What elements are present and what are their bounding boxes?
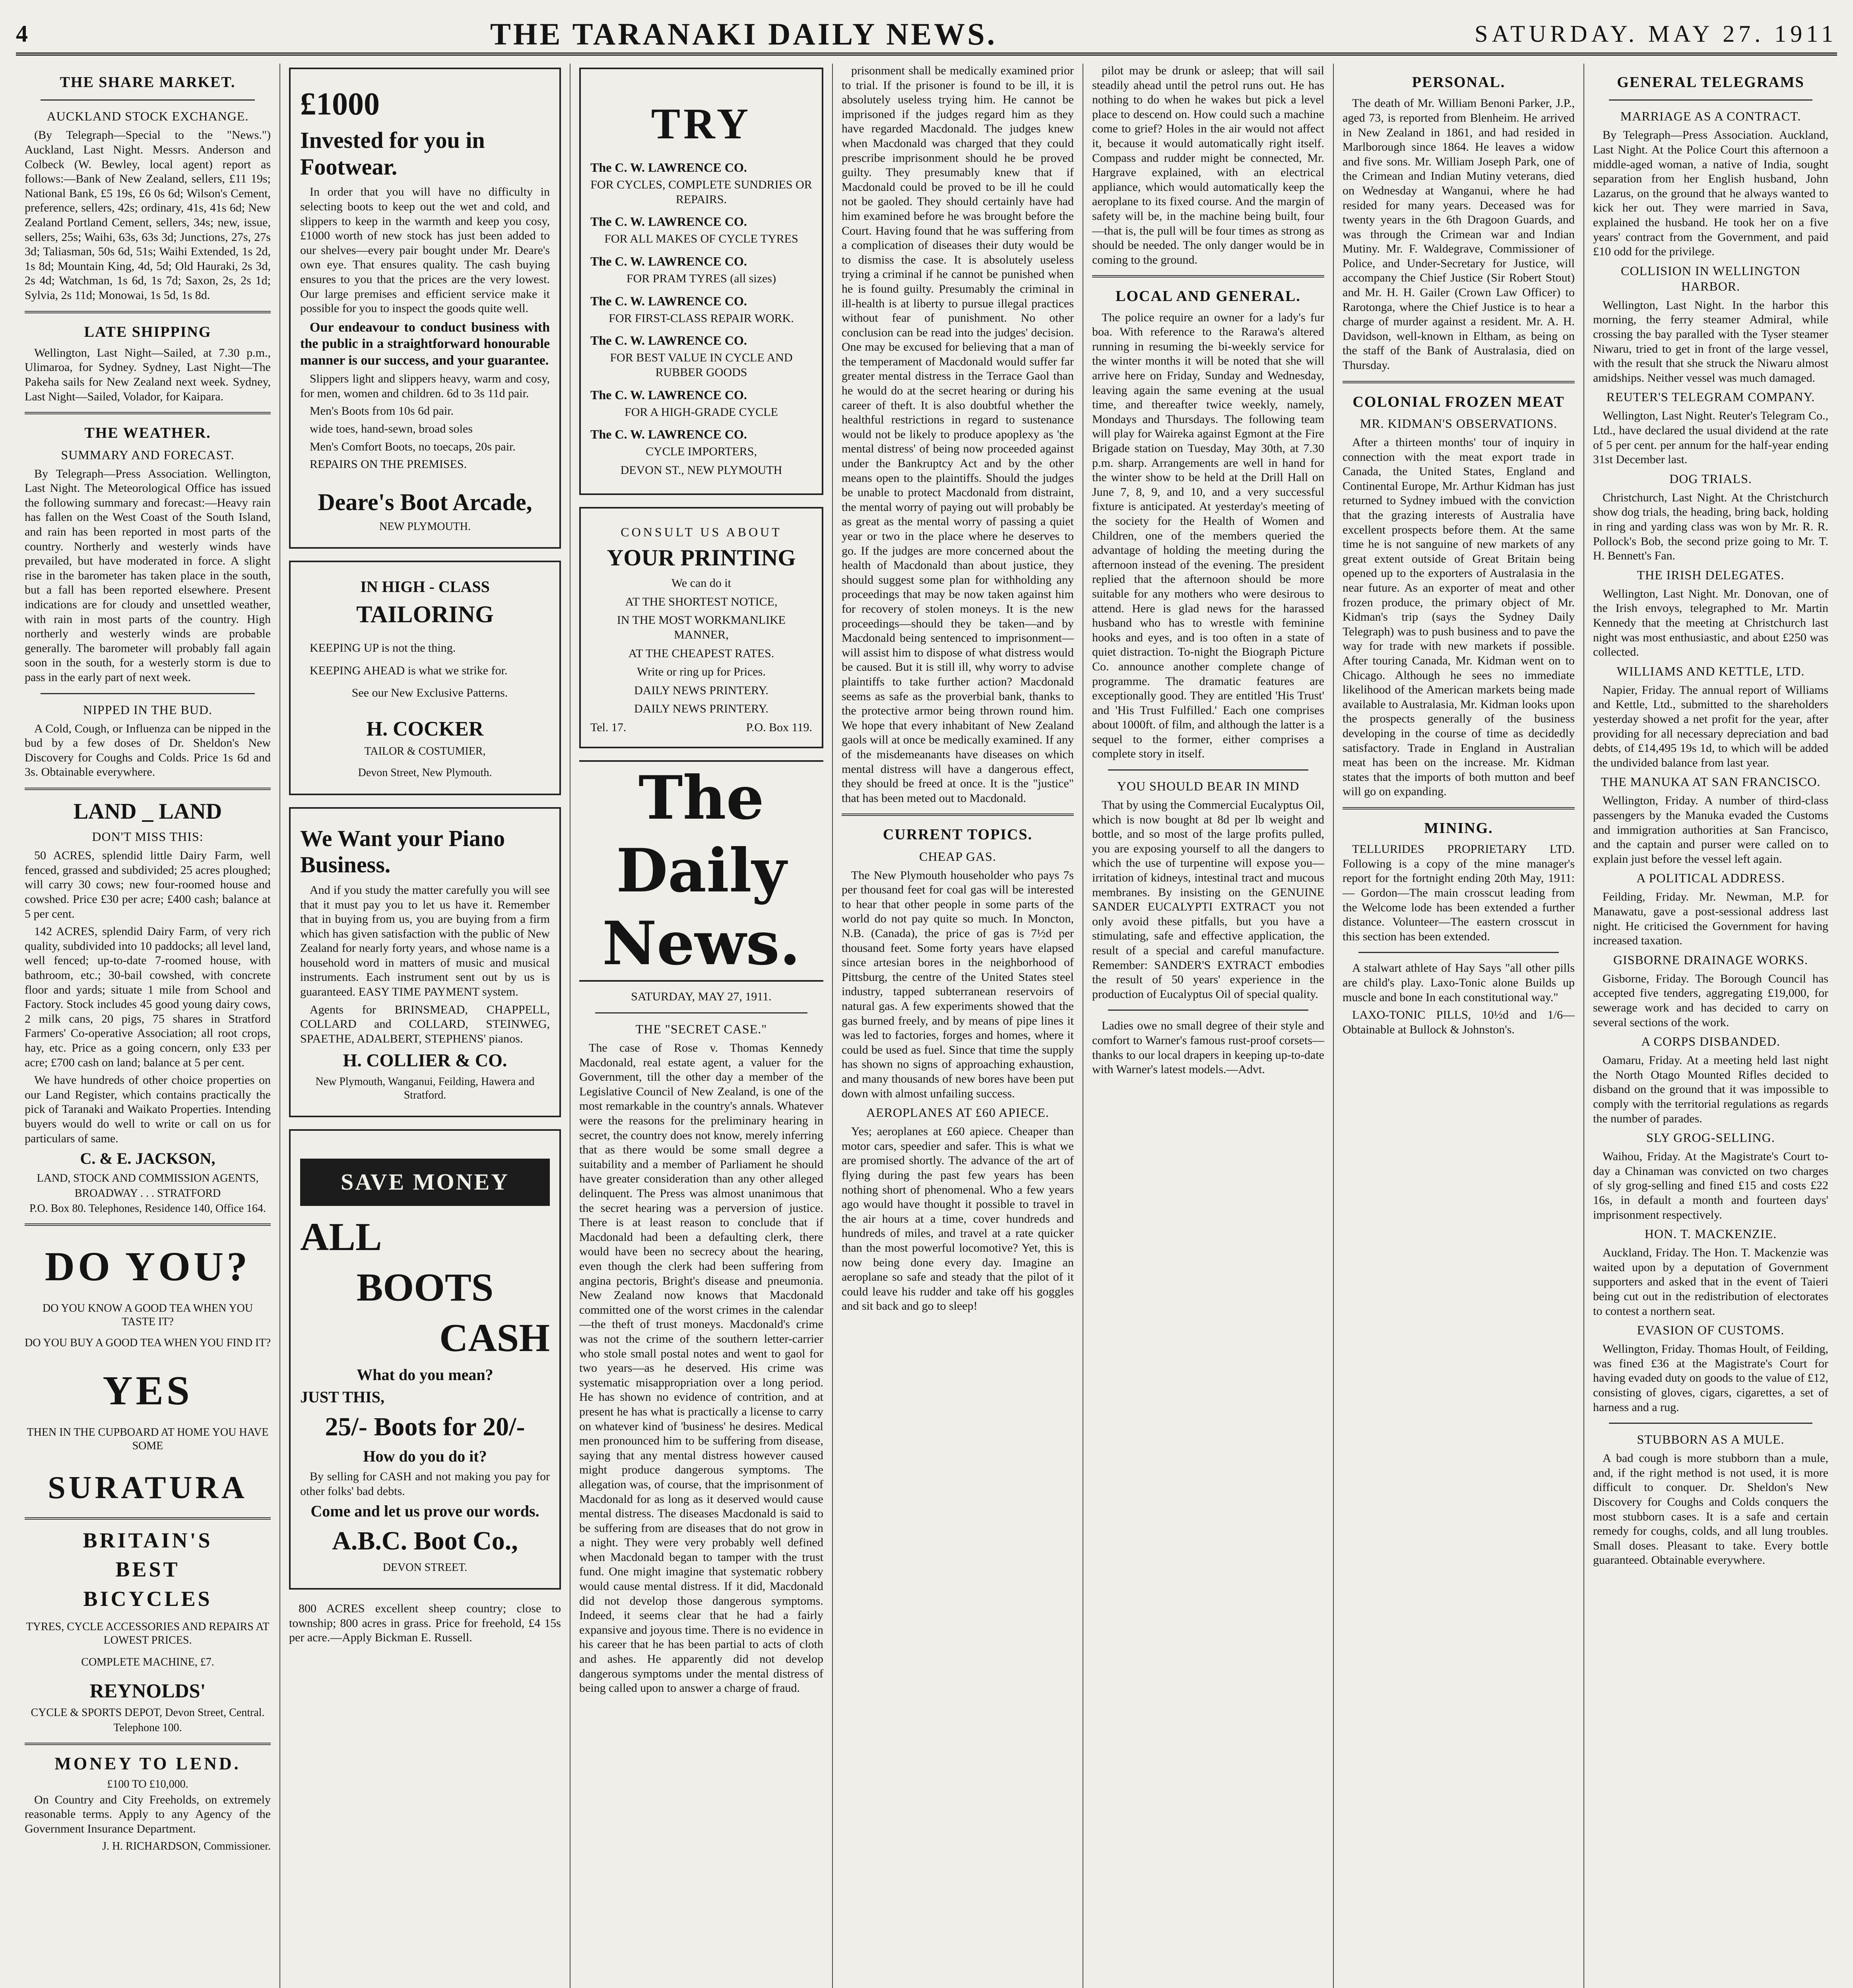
suratura-brand: SURATURA [48,1470,248,1505]
lawrence-line-4: FOR FIRST-CLASS REPAIR WORK. [609,311,794,325]
tailoring-address: Devon Street, New Plymouth. [358,767,492,779]
political-address-heading: A POLITICAL ADDRESS. [1636,871,1785,885]
printing-box: P.O. Box 119. [746,720,812,734]
sanders-text: That by using the Commercial Eucalyptus Oil, which is now bought at 8d per lb weight and bottle, and so most of the large profits pulled, you are exposing yourself to all the dangers to which the use of turpentine will expose you—irritation of kidneys, intestinal tract and mucous membranes. By insisting on the GENUINE SANDER EUCALYPTI EXTRACT you not only avoid these pitfalls, but you have a stimulating, safe and effective application, the result of a special and careful manufacture. Remember: SANDER'S EXTRACT embodies the result of 50 years' experience in the production of Eucalyptus Oil of special quality. [1092,798,1324,1001]
land-agent-phone: P.O. Box 80. Telephones, Residence 140, Office 164. [29,1202,266,1215]
aeroplanes-heading: AEROPLANES AT £60 APIECE. [866,1105,1049,1120]
piano-text: And if you study the matter carefully you will see that it must pay you to let us have it. Remember that in buying from us, you are buying from a firm which has given satisfaction with the public of New Zealand for nearly forty years, and whose name is a household word in matters of music and musical instruments. Each instrument sent out by us is guaranteed. EASY TIME PAYMENT system. [300,883,550,999]
do-you-line-3: THEN IN THE CUPBOARD AT HOME YOU HAVE SOME [27,1426,269,1452]
cycles-line-1: BRITAIN'S [83,1528,213,1552]
money-amount: £100 TO £10,000. [107,1778,188,1790]
editorial-heading: THE "SECRET CASE." [635,1022,767,1037]
tailoring-heading-1: IN HIGH - CLASS [360,578,490,596]
boots-heading-3: CASH [439,1315,550,1360]
piano-heading: We Want your Piano Business. [300,825,505,878]
divider [1343,381,1575,383]
printing-line-3: IN THE MOST WORKMANLIKE MANNER, [617,613,786,641]
abc-boot-street: DEVON STREET. [382,1561,468,1574]
boots-price: 25/- Boots for 20/- [325,1412,525,1442]
lawrence-line-1: FOR CYCLES, COMPLETE SUNDRIES OR REPAIRS. [590,178,812,206]
lawrence-name: The C. W. LAWRENCE CO. [590,333,747,348]
lawrence-name: The C. W. LAWRENCE CO. [590,387,747,402]
footwear-mens-boots: Men's Boots from 10s 6d pair. [310,404,454,418]
editorial-continued: prisonment shall be medically examined prior to trial. If the prisoner is found to be ill, it is absolutely useless trying him. He cannot be imprisoned if the judges regard him as they have regarded Macdonald. The judges knew when Macdonald was charged that they could prescribe imprisonment should he be proved guilty. They presumably knew that if Macdonald could be proved to be ill he could not be gaoled. They should certainly have had him examined before he was brought before the Court. Having found that he was suffering from a complication of diseases their duty would be to dismiss the case. It is absolutely useless trying a criminal if he cannot be punished when he is found guilty. Presumably the criminal in ill-health is at liberty to pursue illegal practices without fear of punishment. No other conclusion can be read into the judges' decision. One may be excused for believing that a man of the temperament of Macdonald would suffer far greater mental distress in the Terrace Gaol than he would do at the secret hearing or during his career of theft. It is also doubtful whether the healthful restrictions in regard to sustenance would not be likely to produce apoplexy as 'the mental distress' of being now proceeded against under the Bankruptcy Act and by the other means open to the plaintiffs. Should the judges be unable to protect Macdonald from distraint, the mental worry of paying out will probably be as great as the mental worry of passing a quiet year or two in the place where he deserves to go. If the judges are more concerned about the health of Macdonald than about justice, they should suggest some plan for withholding any proceedings that may be now taken against him for recovery of stolen moneys. It is the new proceedings—should they be taken—and by Macdonald being sentenced to imprisonment—will assist him to dispose of what distress would be caused. But it is still ill, why worry to advise plaintiffs to take further action? Macdonald seems as safe as the proverbial bank, thanks to the protective armor being thrown round him. We hope that every inhabitant of New Zealand gaols will at once be medically examined. If any of the misdemeanants have diseases on which mental distress will have a dangerous effect, they should be freed at once. It is the "justice" that has been meted out to Macdonald. [842,64,1074,805]
weather-text: By Telegraph—Press Association. Wellington, Last Night. The Meteorological Office has issued the following summary and forecast:—Heavy rain has fallen on the West Coast of the South Island, and rain has been reported in most parts of the country. Northerly and westerly winds have prevailed, but have moderated in force. A slight rise in the barometer has taken place in the south, but a fall has been reported elsewhere. Present indications are for cloudy and unsettled weather, with rain in most parts of the country. High northerly and westerly winds are probable generally. The barometer will probably fall again soon in the south, for a westerly storm is due to pass in the early part of next week. [25,467,271,684]
williams-kettle-text: Napier, Friday. The annual report of Williams and Kettle, Ltd., submitted to the shareholders yesterday showed a net profit for the year, after providing for all necessary depreciation and bad debts, of £14,495 19s 1d, to which will be added the undivided balance from last year. [1593,683,1828,769]
mackenzie-text: Auckland, Friday. The Hon. T. Mackenzie was waited upon by a deputation of Government supporters and asked that in the event of Taieri being cut out in the redistribution of electorates to contest a northern seat. [1593,1246,1828,1318]
customs-heading: EVASION OF CUSTOMS. [1637,1323,1785,1338]
divider [25,788,271,790]
corps-text: Oamaru, Friday. At a meeting held last night the North Otago Mounted Rifles decided to disband on the ground that it was impossible to comply with the territorial regulations as regards the number of parades. [1593,1054,1828,1125]
land-item-3: We have hundreds of other choice properties on our Land Register, which contains practically the pick of Taranaki and Waikato Properties. Intending buyers would do well to write or call on us for particulars of same. [25,1074,271,1145]
gisborne-heading: GISBORNE DRAINAGE WORKS. [1613,952,1808,967]
lawrence-line-2: FOR ALL MAKES OF CYCLE TYRES [604,232,798,246]
aeroplanes-text: Yes; aeroplanes at £60 apiece. Cheaper than motor cars, speedier and safer. This is what we are promised shortly. The advance of the art of flying during the past few years has been nothing short of phenomenal. Who a few years ago would have thought it possible to travel in the air hours at a time, cover hundreds and hundreds of miles, and travel at a rate quicker than the most powerful locomotive? Yet, this is now being done every day. Imagine an aeroplane so safe and steady that the pilot of it could leave his rudder and take off his goggles and sit back and go to sleep! [842,1125,1074,1313]
cycles-depot: CYCLE & SPORTS DEPOT, Devon Street, Central. [31,1706,265,1719]
boots-question-1: What do you mean? [357,1365,493,1384]
bud-text: A Cold, Cough, or Influenza can be nipped in the bud by a few doses of Dr. Sheldon's New Discovery for Coughs and Colds. Price 1s 6d and 3s. Obtainable everywhere. [25,722,271,779]
gisborne-text: Gisborne, Friday. The Borough Council has accepted five tenders, aggregating £19,000, for sewerage work and has decided to carry on several sections of the work. [1593,972,1828,1029]
dog-trials-text: Christchurch, Last Night. At the Christchurch show dog trials, the heading, bring back, holding in ring and yarding class was won by Mr. R. R. Pollock's Bob, the second prize going to Mr. T. H. Bennett's Fan. [1593,491,1828,563]
divider [41,99,255,101]
money-text: On Country and City Freeholds, on extremely reasonable terms. Apply to any Agency of the Government Insurance Department. [25,1793,271,1835]
laxo-tonic-ad: LAXO-TONIC PILLS, 10½d and 1/6—Obtainable at Bullock & Johnston's. [1343,1008,1575,1036]
general-telegrams-heading: GENERAL TELEGRAMS [1617,74,1804,91]
tailoring-line-1: KEEPING UP is not the thing. [310,641,456,655]
page-number: 4 [16,21,28,47]
share-market-heading: THE SHARE MARKET. [60,74,236,91]
boots-text: By selling for CASH and not making you pay for other folks' bad debts. [300,1470,550,1498]
sly-grog-heading: SLY GROG-SELLING. [1646,1130,1775,1145]
printing-heading: YOUR PRINTING [607,545,796,571]
sly-grog-text: Waihou, Friday. At the Magistrate's Court to-day a Chinaman was convicted on two charges of sly grog-selling and fined £15 and costs £22 16s, in default a month and fourteen days' imprisonment respectively. [1593,1150,1828,1221]
column-6 [1334,64,1584,1988]
frozen-meat-text: After a thirteen months' tour of inquiry in connection with the meat export trade in Canada, the United States, England and Continental Europe, Mr. Arthur Kidman has just returned to Sydney imbued with the conviction that the grazing interests of Australia have excellent prospects before them. At the same time he is not sanguine of new markets of any great extent outside of Great Britain being opened up to the exporters of Australasia in the near future. As an exporter of meat and other frozen produce, the primary object of Mr. Kidman's trip (says the Sydney Daily Telegraph) was to push business and to pave the way for trade with new markets if possible. After touring Canada, Mr. Kidman went on to Chicago. Although he sees no immediate likelihood of the American markets being made available to Australasia, Mr. Kidman looks upon the prospects generally of the business developing in the course of time as decidedly satisfactory. Trade in England in Australian meat has been on the increase. Mr. Kidman states that the imports of both mutton and beef will go on expanding. [1343,436,1575,798]
customs-text: Wellington, Friday. Thomas Hoult, of Feilding, was fined £36 at the Magistrate's Court for having evaded duty on goods to the value of £12, consisting of gloves, cigars, cigarettes, a set of harness and a rug. [1593,1342,1828,1414]
collision-text: Wellington, Last Night. In the harbor this morning, the ferry steamer Admiral, while crossing the bay paralled with the Tyser steamer Niwaru, tried to get in front of the large vessel, with the result that she struck the Niwaru almost amidships. Neither vessel was much damaged. [1593,298,1828,384]
land-item-1: 50 ACRES, splendid little Dairy Farm, well fenced, grassed and subdivided; 25 acres ploughed; will carry 30 cows; new four-roomed house and cowshed. Price £30 per acre; £400 cash; balance at 5 per cent. [25,849,271,920]
editorial-text: The case of Rose v. Thomas Kennedy Macdonald, real estate agent, a valuer for the Government, till the other day a member of the Legislative Council of New Zealand, is one of the most remarkable in the country's annals. Whatever were the reasons for the preliminary hearing in secret, the country does not know, merely inferring that as there would be some small degree a suitability and a member of Parliament he should have greater consideration than any other alleged delinquent. The Press was almost unanimous that the secret hearing was a perversion of justice. There is at least reason to conclude that if Macdonald had been a defaulting clerk, there would have been no secrecy about the hearing, even though the clerk had been suffering from angina pectoris, Bright's disease and pneumonia. New Zealand now knows that Macdonald committed one of the worst crimes in the calendar—the theft of trust moneys. Macdonald's crime was not the crime of the southern letter-carrier who stole small postal notes and went to gaol for two years—as he deserved. His crime was systematic misappropriation over a long period. He has shown no evidence of contrition, and at present he has what is practically a license to carry on whatever kind of 'business' he desires. Medical men pronounced him to be suffering from disease, saying that any mental distress however caused might produce dangerous symptoms. The allegation was, of course, that the imprisonment of Macdonald for as long as it deserved would cause mental distress. The diseases Macdonald is said to be suffering from are diseases that do not grow in a night. They were very probably well defined when Macdonald began to tamper with the trust fund. One might imagine that systematic robbery would cause mental distress. If it did, Macdonald did not develop those dangerous symptoms. Indeed, it seems clear that he had a fairly expansive and joyous time. There is no evidence in his career that he has been partial to acts of cloth and ashes. He apparently did not develop dangerous symptoms under the mental distress of being called upon to answer a charge of fraud. [579,1041,823,1695]
printing-line-4: AT THE CHEAPEST RATES. [628,646,774,660]
irish-delegates-text: Wellington, Last Night. Mr. Donovan, one of the Irish envoys, telegraphed to Mr. Martin Kennedy that the meeting at Christchurch last night was most enthusiastic, and about £250 was collected. [1593,587,1828,659]
lawrence-name: The C. W. LAWRENCE CO. [590,254,747,269]
land-heading: LAND _ LAND [73,799,222,824]
boots-question-2: How do you do it? [363,1447,487,1466]
issue-date: SATURDAY. MAY 27. 1911 [1475,21,1837,47]
column-4 [833,64,1083,1988]
frozen-meat-heading: COLONIAL FROZEN MEAT [1352,393,1565,410]
land-agent-address: BROADWAY . . . STRATFORD [74,1187,221,1200]
land-agent-desc: LAND, STOCK AND COMMISSION AGENTS, [37,1172,259,1184]
divider [25,1517,271,1520]
save-money-badge: SAVE MONEY [300,1159,550,1206]
lawrence-name: The C. W. LAWRENCE CO. [590,214,747,229]
mining-heading: MINING. [1424,819,1493,837]
money-name: J. H. RICHARDSON, Commissioner. [102,1840,271,1852]
footwear-heading: Invested for you in Footwear. [300,127,485,180]
weather-heading: THE WEATHER. [84,425,211,442]
printing-consult: CONSULT US ABOUT [621,525,782,540]
cycles-line-3: BICYCLES [83,1587,212,1611]
lawrence-ad [579,68,823,495]
local-general-text: The police require an owner for a lady's fur boa. With reference to the Rarawa's altered running in resuming the bi-weekly service for the winter months it will be noted that she will arrive here on Friday, Sunday and Wednesday, leaving again the same evening at the usual time, and thereafter twice weekly, namely, Mondays and Thursdays. The following team will play for Waireka against Egmont at the Fire Brigade station on Tuesday, May 30th, at 7.30 p.m. sharp. Arrangements are well in hand for the winter show to be held at the Drill Hall on June 7, 8, 9, and 10, and a very successful fixture is anticipated. At yesterday's meeting of the society for the Health of Women and Children, one of the members queried the advantage of holding the meeting during the afternoon instead of the evening. The president replied that the afternoon should be more suitable for any mothers who were desirous to attend. Here is glad news for the harassed husband who has to wrestle with feminine hooks and eyes, and is too often in a state of quiet distraction. To-night the Biograph Picture Co. announce another complete change of programme. The dramatic features are exceptionally good. They are entitled 'His Trust' and 'His Trust Fulfilled.' Each one comprises about 1000ft. of film, and although the latter is a sequel to the former, either comprises a complete story in itself. [1092,311,1324,761]
boots-just: JUST THIS, [300,1388,384,1406]
mining-text: TELLURIDES PROPRIETARY LTD. Following is a copy of the mine manager's report for the fortnight ending 20th May, 1911:— Gordon—The main crosscut leading from the Welcome lode has been extended a further distance. Volunteer—The eastern crosscut in this section has been extended. [1343,843,1575,943]
divider [25,1223,271,1226]
do-you-line-2: DO YOU BUY A GOOD TEA WHEN YOU FIND IT? [25,1336,271,1349]
column-7 [1584,64,1837,1988]
boots-heading-2: BOOTS [356,1265,494,1309]
lawrence-line-7: CYCLE IMPORTERS, [646,445,757,458]
land-agent-name: C. & E. JACKSON, [80,1149,215,1168]
divider [1092,275,1324,278]
footwear-repairs: REPAIRS ON THE PREMISES. [310,458,467,471]
laxo-tonic-verse: A stalwart athlete of Hay Says "all other pills are child's play. Laxo-Tonic alone Builds up muscle and bone In each constitutional way." [1343,961,1575,1004]
column-1 [16,64,280,1988]
deare-store-name: Deare's Boot Arcade, [318,489,532,515]
divider [25,412,271,414]
column-3 [570,64,833,1988]
piano-ad [289,807,561,1117]
printing-contact-row [590,720,812,735]
divider [1358,952,1559,953]
divider [41,693,255,694]
tailoring-name: H. COCKER [366,717,484,740]
divider [1108,1010,1308,1011]
lawrence-line-5: FOR BEST VALUE IN CYCLE AND RUBBER GOODS [610,351,793,379]
footwear-wide-toes: wide toes, hand-sewn, broad soles [310,422,473,435]
weather-subheading: SUMMARY AND FORECAST. [61,447,235,462]
boots-heading-1: ALL [300,1214,382,1259]
williams-kettle-heading: WILLIAMS AND KETTLE, LTD. [1616,664,1805,678]
yes-heading: YES [103,1367,193,1413]
tailoring-line-2: KEEPING AHEAD is what we strike for. [310,664,508,677]
lawrence-line-8: DEVON ST., NEW PLYMOUTH [620,463,782,477]
piano-address: New Plymouth, Wanganui, Feilding, Hawera and Stratford. [315,1075,535,1101]
dog-trials-heading: DOG TRIALS. [1669,471,1752,486]
bud-heading: NIPPED IN THE BUD. [83,702,212,717]
column-2 [280,64,570,1988]
manuka-heading: THE MANUKA AT SAN FRANCISCO. [1601,775,1821,789]
newspaper-title: THE TARANAKI DAILY NEWS. [490,17,997,52]
warners-corsets-ad: Ladies owe no small degree of their style and comfort to Warner's famous rust-proof corsets—thanks to our local drapers in keeping up-to-date with Warner's latest models.—Advt. [1092,1019,1324,1076]
shipping-text: Wellington, Last Night—Sailed, at 7.30 p.m., Ulimaroa, for Sydney. Sydney, Last Night—The Pakeha sails for New Zealand next week. Sydney, Last Night—Sailed, Volador, for Kaipara. [25,346,271,403]
tailoring-ad [289,561,561,795]
sheep-country-ad: 800 ACRES excellent sheep country; close to township; 800 acres in grass. Price for freehold, £4 15s per acre.—Apply Bickman E. Russell. [289,1602,561,1644]
masthead [16,16,1837,56]
column-5 [1083,64,1334,1988]
local-general-heading: LOCAL AND GENERAL. [1116,288,1301,305]
divider [595,1012,807,1013]
cycles-accessories: TYRES, CYCLE ACCESSORIES AND REPAIRS AT LOWEST PRICES. [26,1621,270,1647]
cheap-gas-heading: CHEAP GAS. [919,849,996,864]
money-heading: MONEY TO LEND. [54,1753,241,1773]
piano-name: H. COLLIER & CO. [343,1050,507,1071]
printing-line-1: We can do it [671,577,731,590]
divider [1609,99,1812,101]
personal-text: The death of Mr. William Benoni Parker, J.P., aged 73, is reported from Blenheim. He arrived in New Zealand in 1861, and had resided in Marlborough since 1864. He leaves a widow and five sons. Mr. William Joseph Park, one of the Crimean and Indian Mutiny veterans, died on Wednesday at Wanganui, where he had resided for many years. Deceased was for twenty years in the 6th Dragoon Guards, and was through the Crimean war and Indian Mutiny. Mr. F. Waldegrave, Commissioner of Police, and Under-Secretary for Justice, will accompany the Chief Justice (Sir Robert Stout) and Mr. H. H. Gailer (Crown Law Officer) to Rarotonga, where the Chief Justice is to hear a charge of murder against a resident. Mr. A. H. Davidson, well-known in Eltham, as being on the staff of the Bank of Australasia, died on Thursday. [1343,97,1575,372]
political-address-text: Feilding, Friday. Mr. Newman, M.P. for Manawatu, gave a post-sessional address last night. He criticised the Government for having increased taxation. [1593,890,1828,947]
collision-heading: COLLISION IN WELLINGTON HARBOR. [1621,263,1801,293]
footwear-comfort: Men's Comfort Boots, no toecaps, 20s pair. [310,440,516,453]
do-you-heading: DO YOU? [45,1244,251,1290]
manuka-text: Wellington, Friday. A number of third-class passengers by the Manuka evaded the Customs and immigration authorities at San Francisco, and the captain and purser were called on to explain just before the vessel left again. [1593,794,1828,866]
piano-agents: Agents for BRINSMEAD, CHAPPELL, COLLARD and COLLARD, STEINWEG, SPAETHE, ADALBERT, STEPHENS' pianos. [300,1003,550,1045]
deare-town: NEW PLYMOUTH. [379,520,471,533]
printing-line-7: DAILY NEWS PRINTERY. [634,702,768,716]
footwear-ad [289,68,561,549]
mule-text: A bad cough is more stubborn than a mule, and, if the right method is not used, it is more difficult to conquer. Dr. Sheldon's New Discovery for Coughs and Colds conquers the most stubborn cases. It is a safe and certain remedy for coughs, colds, and all lung troubles. Small doses. Pleasant to take. Every bottle guaranteed. Obtainable everywhere. [1593,1452,1828,1567]
mule-heading: STUBBORN AS A MULE. [1637,1432,1785,1447]
share-market-subheading: AUCKLAND STOCK EXCHANGE. [47,109,249,124]
lawrence-name: The C. W. LAWRENCE CO. [590,293,747,308]
printing-tel: Tel. 17. [590,720,627,734]
frozen-meat-subheading: MR. KIDMAN'S OBSERVATIONS. [1360,416,1558,431]
footwear-endeavour: Our endeavour to conduct business with the public in a straightforward honourable manner is our success, and your guarantee. [300,320,550,368]
abc-boot-name: A.B.C. Boot Co., [332,1526,518,1555]
printing-ad [579,507,823,748]
marriage-text: By Telegraph—Press Association. Auckland, Last Night. At the Police Court this afternoon a middle-aged woman, a native of India, sought separation from her English husband, John Lazarus, on the ground that he always wanted to kick her out. They were married in Sava, explained the husband. He took her on a five years' contract from the Government, and paid £10 odd for the privilege. [1593,128,1828,258]
divider [1343,807,1575,810]
reuters-text: Wellington, Last Night. Reuter's Telegram Co., Ltd., have declared the usual dividend at the rate of 5 per cent. per annum for the half-year ending 31st December last. [1593,409,1828,466]
footwear-text: In order that you will have no difficulty in selecting boots to keep out the wet and cold, and slippers to keep in the warmth and keep you cosy, £1000 worth of new stock has just been added to our shelves—every pair bought under Mr. Deare's own eye. That ensures quality. The cash buying ensures to you that the prices are the very lowest. Our large premises and efficient service make it possible for you to inspect the goods quite well. [300,185,550,315]
divider [25,311,271,313]
lawrence-line-6: FOR A HIGH-GRADE CYCLE [625,405,778,419]
share-market-text: (By Telegraph—Special to the "News.") Auckland, Last Night. Messrs. Anderson and Colbeck (W. Bewley, local agent) report as follows:—Bank of New Zealand, sellers, £11 19s; National Bank, £5 19s, £6 0s 6d; Wilson's Cement, preference, sellers, 42s; ordinary, 41s, 41s 6d; New Zealand Portland Cement, sellers, 34s; new, issue, sellers, 25s; Waihi, 63s, 63s 3d; Junctions, 27s, 27s 3d; Taliasman, 50s 6d, 51s; Waihi Extended, 1s 2d, 1s 8d; Mountain King, 4d, 5d; Old Hauraki, 2s 3d, 2s 4d; Watchman, 1s 6d, 1s 7d; Saxon, 2s, 2s 1d; Sylvia, 2s 11d; Monowai, 1s 5d, 1s 8d. [25,128,271,302]
columns [16,64,1837,1988]
divider [1108,769,1308,771]
divider [1609,1423,1812,1424]
tailoring-line-3: See our New Exclusive Patterns. [351,686,508,700]
aeroplanes-continued: pilot may be drunk or asleep; that will sail steadily ahead until the petrol runs out. He has nothing to do when he wakes but pick a level place to descend on. How could such a machine come to grief? Holes in the air would not affect it, because it would automatically right itself. Compass and rudder might be connected, Mr. Hargrave explained, with an electrical appliance, which would automatically keep the aeroplane to its fixed course. And the margin of safety will be, in the machine being built, four—that is, the pull will be four times as strong as should be needed. The only danger would be in coming to the ground. [1092,64,1324,266]
lawrence-line-3: FOR PRAM TYRES (all sizes) [626,272,776,285]
cycles-phone: Telephone 100. [113,1721,182,1734]
divider [25,1743,271,1745]
cycles-line-2: BEST [115,1557,180,1582]
lawrence-name: The C. W. LAWRENCE CO. [590,160,747,175]
divider [842,813,1074,816]
personal-heading: PERSONAL. [1412,74,1506,91]
cycles-complete: COMPLETE MACHINE, £7. [81,1656,214,1668]
boots-prove: Come and let us prove our words. [310,1502,539,1520]
cheap-gas-text: The New Plymouth householder who pays 7s per thousand feet for coal gas will be interested to hear that other people in some parts of the world do not pay quite so much. In Moncton, N.B. (Canada), the price of gas is 7½d per thousand feet. Some forty years have elapsed since artesian bores in the neighborhood of Pittsburg, the centre of the United States steel industry, tapped subterranean reservoirs of natural gas. A few experiments showed that the gas burned freely, and by means of pipe lines it was led to factories, forges and homes, where it could be used as fuel. Since that time the supply has shown no signs of approaching exhaustion, and many thousands of new bores have been put down with almost unfailing success. [842,868,1074,1100]
cycles-name: REYNOLDS' [89,1679,206,1702]
footwear-slippers: Slippers light and slippers heavy, warm and cosy, for men, women and children. 6d to 3s 11d pair. [300,372,550,400]
land-subheading: DON'T MISS THIS: [92,829,204,844]
marriage-heading: MARRIAGE AS A CONTRACT. [1620,109,1801,124]
current-topics-heading: CURRENT TOPICS. [883,826,1033,843]
daily-news-nameplate: The Daily News. [579,760,823,982]
lawrence-name: The C. W. LAWRENCE CO. [590,427,747,442]
tailoring-heading-2: TAILORING [356,601,494,627]
do-you-line-1: DO YOU KNOW A GOOD TEA WHEN YOU TASTE IT? [42,1302,253,1328]
printing-line-6: DAILY NEWS PRINTERY. [634,683,768,697]
mackenzie-heading: HON. T. MACKENZIE. [1644,1227,1777,1241]
printing-line-5: Write or ring up for Prices. [637,665,766,679]
reuters-heading: REUTER'S TELEGRAM COMPANY. [1606,390,1815,404]
boots-ad [289,1129,561,1590]
footwear-amount: £1000 [300,87,380,122]
printing-line-2: AT THE SHORTEST NOTICE, [625,595,778,608]
editorial-date: SATURDAY, MAY 27, 1911. [631,990,772,1004]
irish-delegates-heading: THE IRISH DELEGATES. [1637,567,1785,582]
tailoring-trade: TAILOR & COSTUMIER, [364,745,486,758]
sanders-heading: YOU SHOULD BEAR IN MIND [1117,779,1300,794]
corps-heading: A CORPS DISBANDED. [1641,1034,1780,1049]
shipping-heading: LATE SHIPPING [84,323,211,340]
try-heading: TRY [651,99,752,148]
land-item-2: 142 ACRES, splendid Dairy Farm, of very rich quality, subdivided into 10 paddocks; all level land, well fenced; up-to-date 7-roomed house, with bathroom, etc.; 30-bail cowshed, with concrete floor and yards; situate 1 mile from School and Factory. Stock includes 45 good young dairy cows, 2 milk cans, 20 pigs, 75 shares in Stratford Farmers' Co-operative Association; all root crops, hay, etc. Price as a going concern, only £33 per acre; £700 cash on land; balance at 5 per cent. [25,925,271,1069]
